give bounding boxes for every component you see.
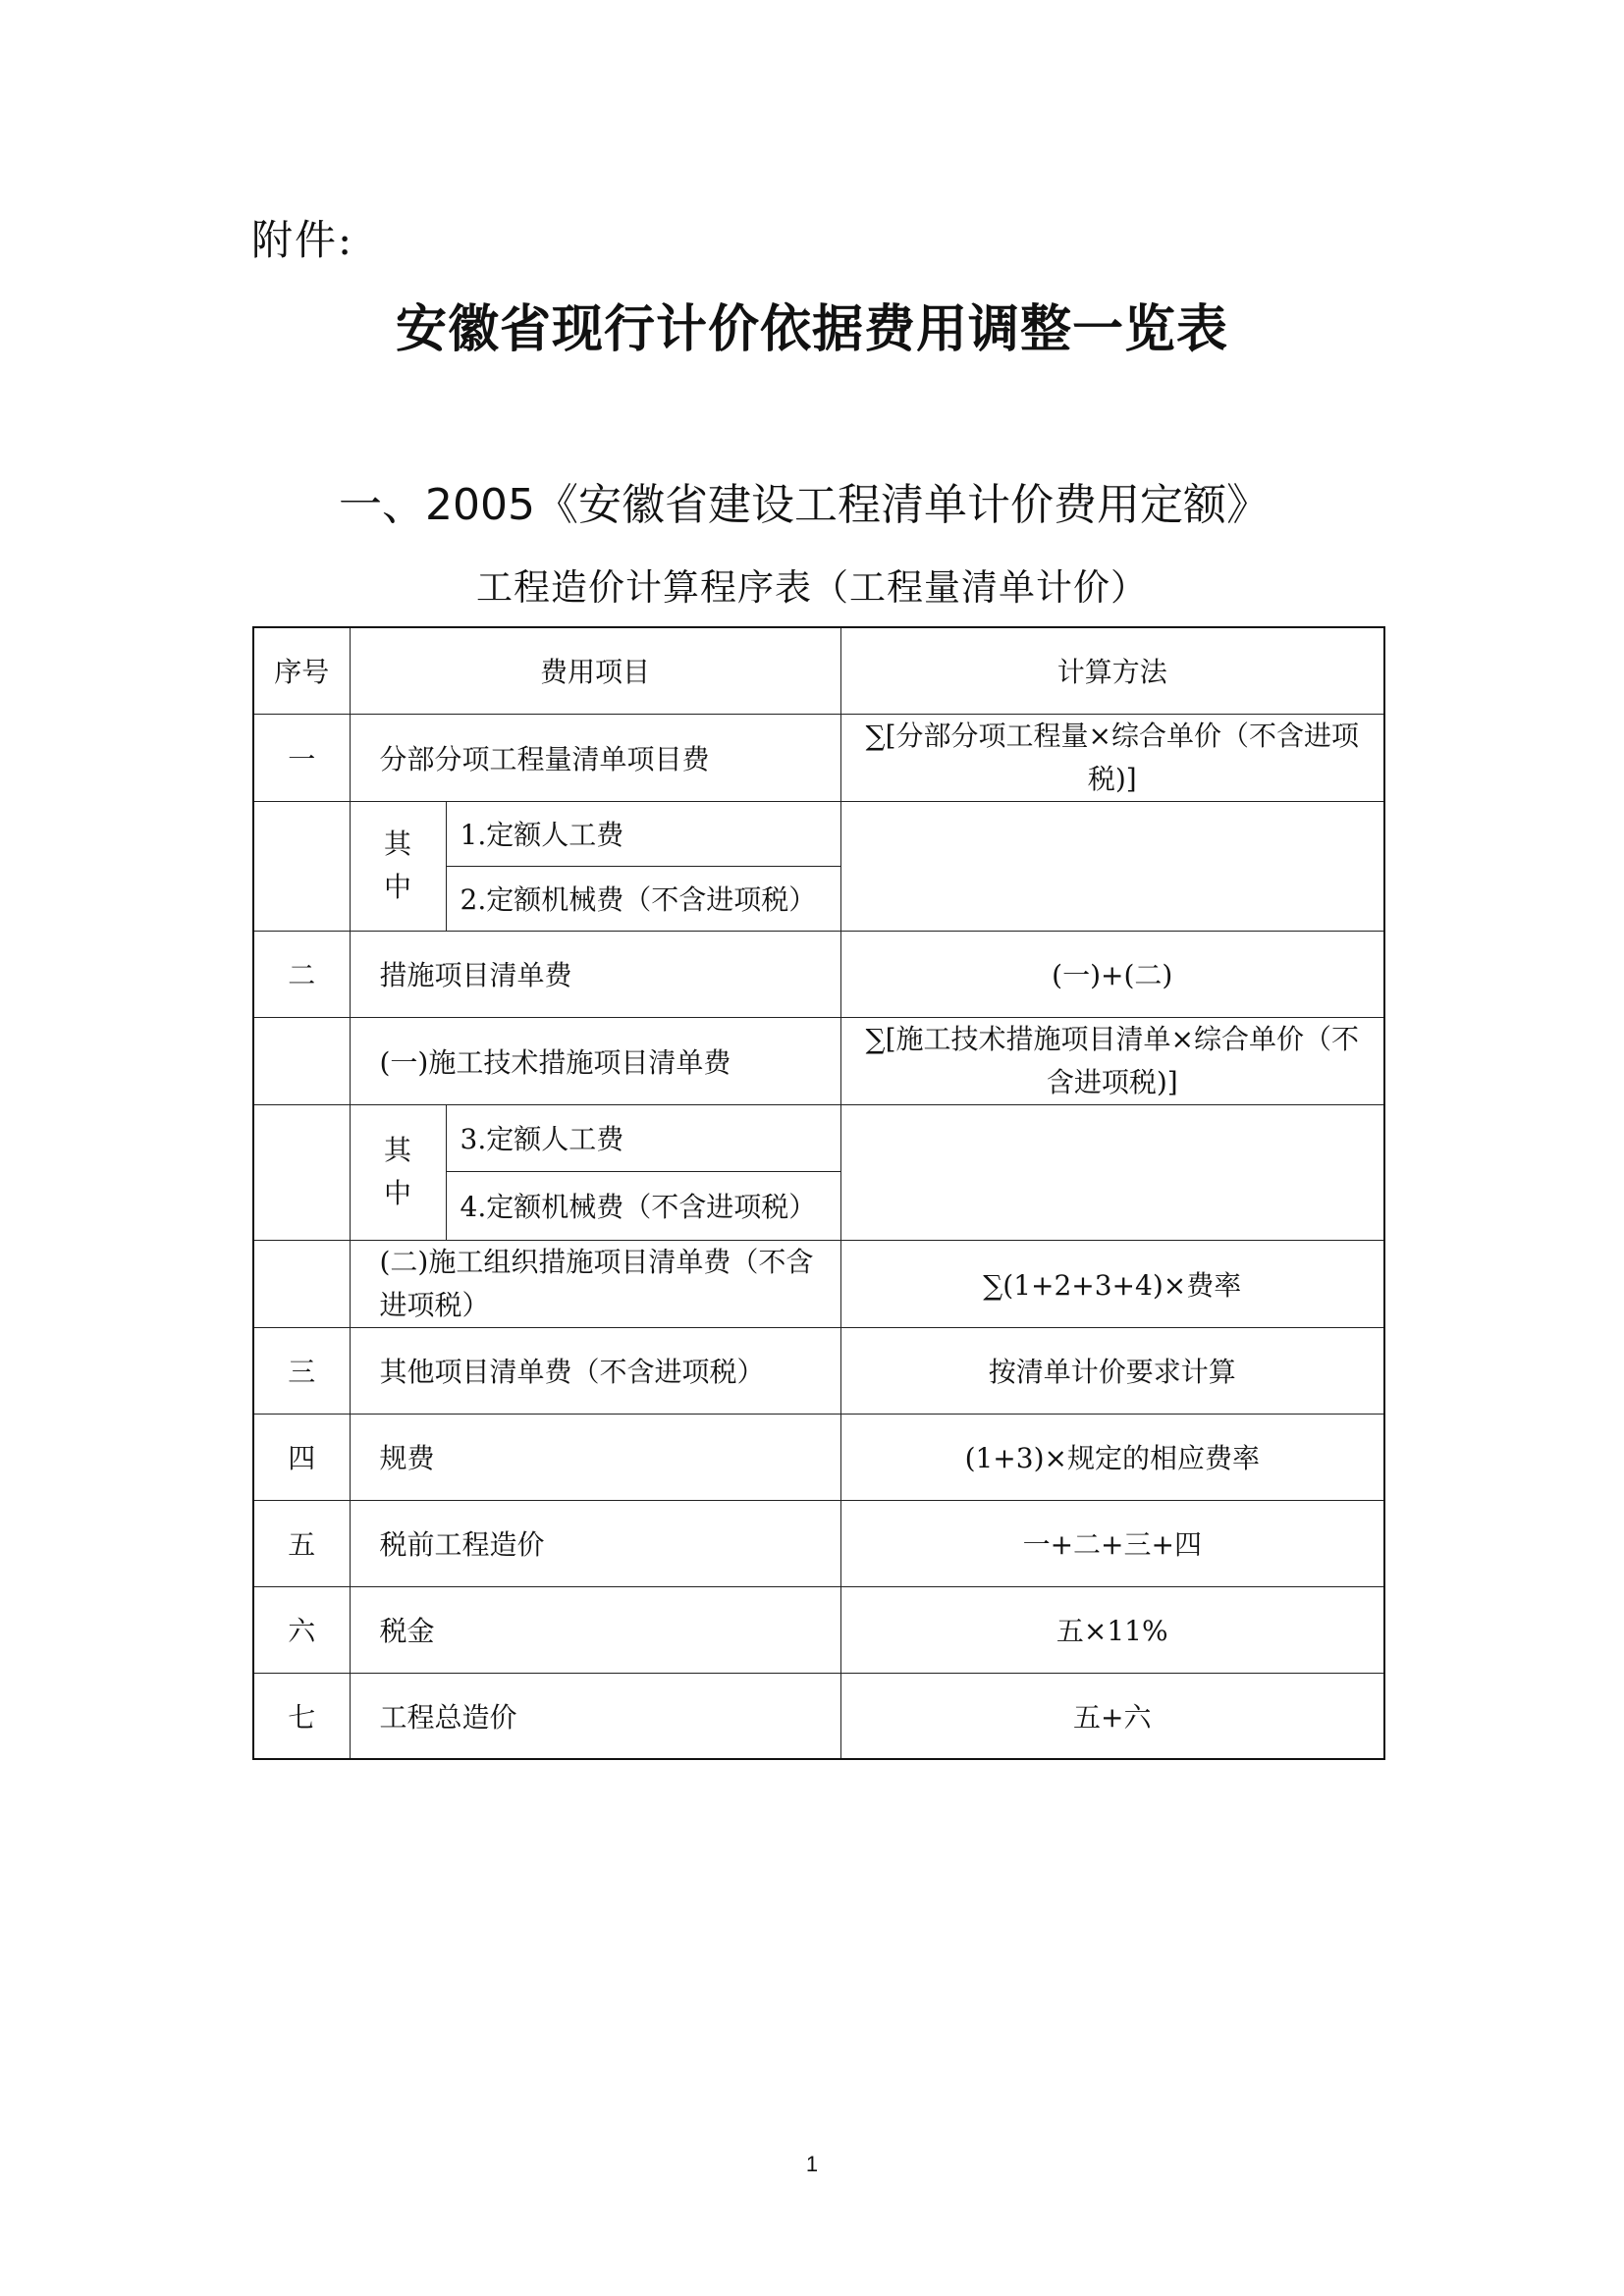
row-method-empty <box>840 1104 1384 1240</box>
row-seq-empty <box>253 1017 350 1104</box>
row-seq: 四 <box>253 1414 350 1500</box>
row-method: 五×11% <box>840 1586 1384 1673</box>
qizhong-label: 其 中 <box>350 1104 446 1240</box>
row-item: 措施项目清单费 <box>350 931 840 1017</box>
row-item: 税金 <box>350 1586 840 1673</box>
row-item: (一)施工技术措施项目清单费 <box>350 1017 840 1104</box>
table-row <box>253 1586 1384 1673</box>
table-row <box>253 1414 1384 1500</box>
row-seq: 五 <box>253 1500 350 1586</box>
row-item: 税前工程造价 <box>350 1500 840 1586</box>
row-item: (二)施工组织措施项目清单费（不含进项税） <box>350 1240 840 1327</box>
table-row <box>253 714 1384 801</box>
row-seq-empty <box>253 1240 350 1327</box>
row-seq: 三 <box>253 1327 350 1414</box>
row-seq-empty <box>253 801 350 931</box>
page-number: 1 <box>805 2152 819 2176</box>
row-subitem: 1.定额人工费 <box>446 801 840 866</box>
row-item: 工程总造价 <box>350 1673 840 1759</box>
row-method: ∑[分部分项工程量×综合单价（不含进项税)] <box>840 714 1384 801</box>
row-method: ∑[施工技术措施项目清单×综合单价（不含进项税)] <box>840 1017 1384 1104</box>
section-heading: 一、2005《安徽省建设工程清单计价费用定额》 <box>339 480 1270 530</box>
row-method: 五+六 <box>840 1673 1384 1759</box>
table-row <box>253 1104 1384 1171</box>
table-row <box>253 1500 1384 1586</box>
table-row <box>253 1240 1384 1327</box>
row-method: ∑(1+2+3+4)×费率 <box>840 1240 1384 1327</box>
row-method-empty <box>840 801 1384 931</box>
row-subitem: 2.定额机械费（不含进项税） <box>446 866 840 931</box>
calculation-table <box>252 626 1385 1760</box>
row-method: 一+二+三+四 <box>840 1500 1384 1586</box>
row-seq: 二 <box>253 931 350 1017</box>
table-row <box>253 801 1384 866</box>
header-method: 计算方法 <box>840 627 1384 714</box>
table-row <box>253 1017 1384 1104</box>
document-title: 安徽省现行计价依据费用调整一览表 <box>395 299 1228 359</box>
row-item: 分部分项工程量清单项目费 <box>350 714 840 801</box>
row-item: 规费 <box>350 1414 840 1500</box>
row-seq: 六 <box>253 1586 350 1673</box>
row-seq: 一 <box>253 714 350 801</box>
qizhong-label: 其 中 <box>350 801 446 931</box>
table-row <box>253 931 1384 1017</box>
header-item: 费用项目 <box>350 627 840 714</box>
row-subitem: 4.定额机械费（不含进项税） <box>446 1171 840 1240</box>
row-method: 按清单计价要求计算 <box>840 1327 1384 1414</box>
row-method: (1+3)×规定的相应费率 <box>840 1414 1384 1500</box>
table-title: 工程造价计算程序表（工程量清单计价） <box>476 566 1148 609</box>
table-header-row <box>253 627 1384 714</box>
row-item: 其他项目清单费（不含进项税） <box>350 1327 840 1414</box>
row-seq: 七 <box>253 1673 350 1759</box>
row-seq-empty <box>253 1104 350 1240</box>
row-subitem: 3.定额人工费 <box>446 1104 840 1171</box>
table-row <box>253 1673 1384 1759</box>
attachment-label: 附件: <box>251 216 354 264</box>
table-row <box>253 1327 1384 1414</box>
row-method: (一)+(二) <box>840 931 1384 1017</box>
header-seq: 序号 <box>253 627 350 714</box>
